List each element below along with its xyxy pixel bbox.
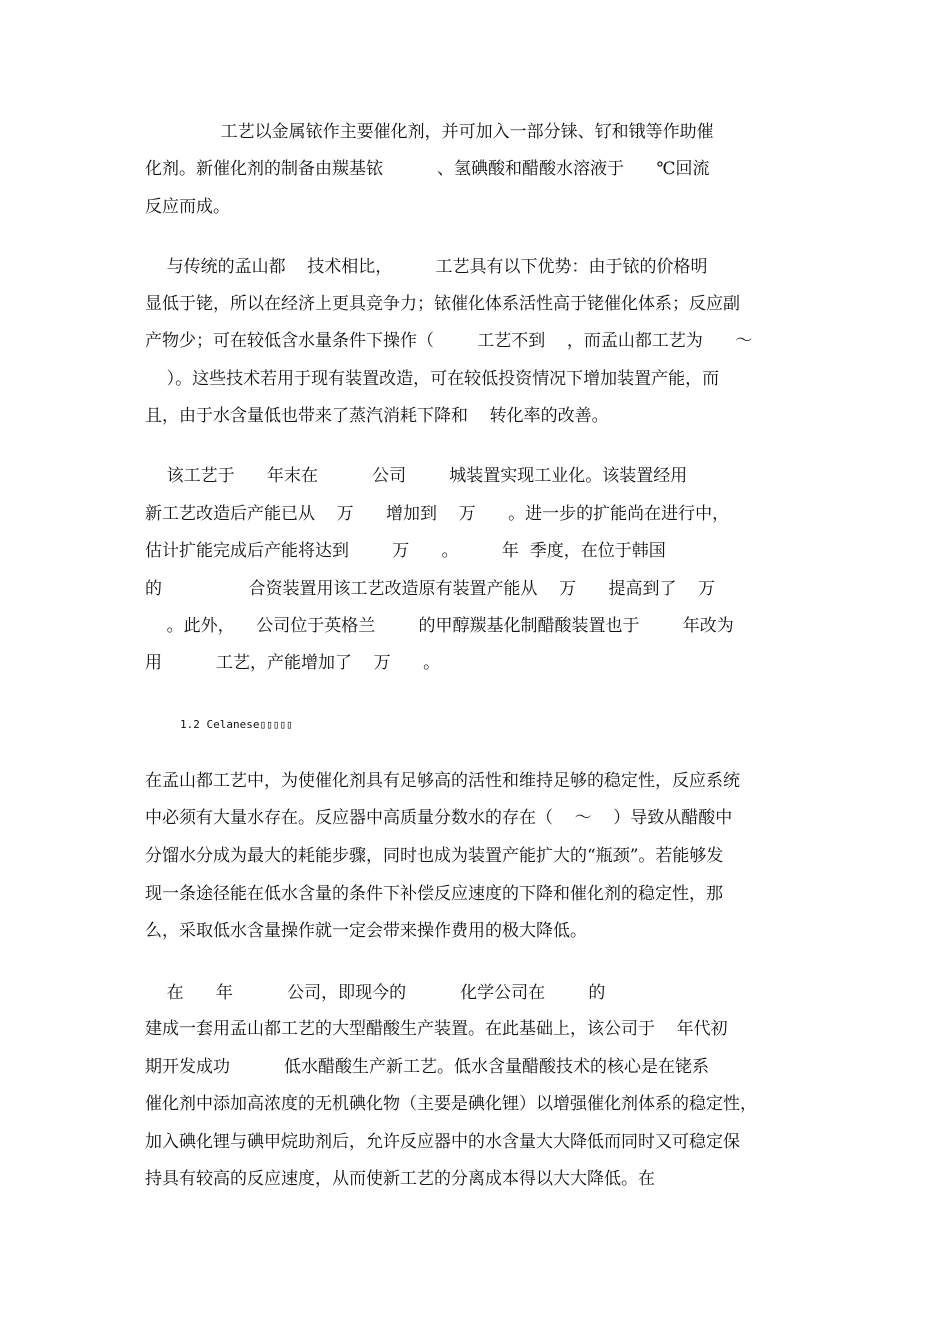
paragraph-2-line-4: ）。这些技术若用于现有装置改造，可在较低投资情况下增加装置产能，而 [145, 369, 720, 389]
paragraph-5-line-5: 加入碘化锂与碘甲烷助剂后，允许反应器中的水含量大大降低而同时又可稳定保 [145, 1132, 740, 1152]
paragraph-1-line-1: 工艺以金属铱作主要催化剂，并可加入一部分铼、钌和锇等作助催 [145, 122, 714, 142]
paragraph-5-line-6: 持具有较高的反应速度，从而使新工艺的分离成本得以大大降低。在 [145, 1169, 655, 1189]
paragraph-5-line-2: 建成一套用孟山都工艺的大型醋酸生产装置。在此基础上，该公司于 年代初 [145, 1019, 728, 1039]
paragraph-5-line-1: 在 年 公司，即现今的 化学公司在 的 [145, 983, 606, 1003]
paragraph-2-line-1: 与传统的孟山都 技术相比， 工艺具有以下优势：由于铱的价格明 [145, 257, 708, 277]
section-heading: 1.2 Celanese▯▯▯▯▯ [180, 718, 293, 731]
paragraph-4-line-3: 分馏水分成为最大的耗能步骤，同时也成为装置产能扩大的“瓶颈”。若能够发 [145, 846, 724, 866]
paragraph-3-line-6: 用 工艺，产能增加了 万 。 [145, 653, 441, 673]
paragraph-5-line-3: 期开发成功 低水醋酸生产新工艺。低水含量醋酸技术的核心是在铑系 [145, 1057, 710, 1077]
paragraph-3-line-1: 该工艺于 年末在 公司 城装置实现工业化。该装置经用 [145, 466, 688, 486]
paragraph-5-line-4: 催化剂中添加高浓度的无机碘化物（主要是碘化锂）以增强催化剂体系的稳定性， [145, 1094, 757, 1114]
paragraph-2-line-3: 产物少；可在较低含水量条件下操作（ 工艺不到 ，而孟山都工艺为 ～ [145, 331, 753, 351]
paragraph-4-line-5: 么，采取低水含量操作就一定会带来操作费用的极大降低。 [145, 921, 587, 941]
paragraph-3-line-5: 。此外， 公司位于英格兰 的甲醇羰基化制醋酸装置也于 年改为 [145, 616, 734, 636]
paragraph-4-line-4: 现一条途径能在低水含量的条件下补偿反应速度的下降和催化剂的稳定性，那 [145, 884, 723, 904]
paragraph-2-line-5: 且，由于水含量低也带来了蒸汽消耗下降和 转化率的改善。 [145, 406, 609, 426]
paragraph-3-line-2: 新工艺改造后产能已从 万 增加到 万 。进一步的扩能尚在进行中， [145, 504, 730, 524]
paragraph-3-line-4: 的 合资装置用该工艺改造原有装置产能从 万 提高到了 万 [145, 579, 716, 599]
paragraph-4-line-1: 在孟山都工艺中，为使催化剂具有足够高的活性和维持足够的稳定性，反应系统 [145, 771, 740, 791]
paragraph-4-line-2: 中必须有大量水存在。反应器中高质量分数水的存在（ ～ ）导致从醋酸中 [145, 808, 733, 828]
paragraph-2-line-2: 显低于铑，所以在经济上更具竞争力；铱催化体系活性高于铑催化体系；反应副 [145, 294, 740, 314]
paragraph-3-line-3: 估计扩能完成后产能将达到 万 。 年 季度，在位于韩国 [145, 541, 666, 561]
paragraph-1-line-2: 化剂。新催化剂的制备由羰基铱 、氢碘酸和醋酸水溶液于 ℃回流 [145, 159, 710, 179]
paragraph-1-line-3: 反应而成。 [145, 197, 230, 217]
